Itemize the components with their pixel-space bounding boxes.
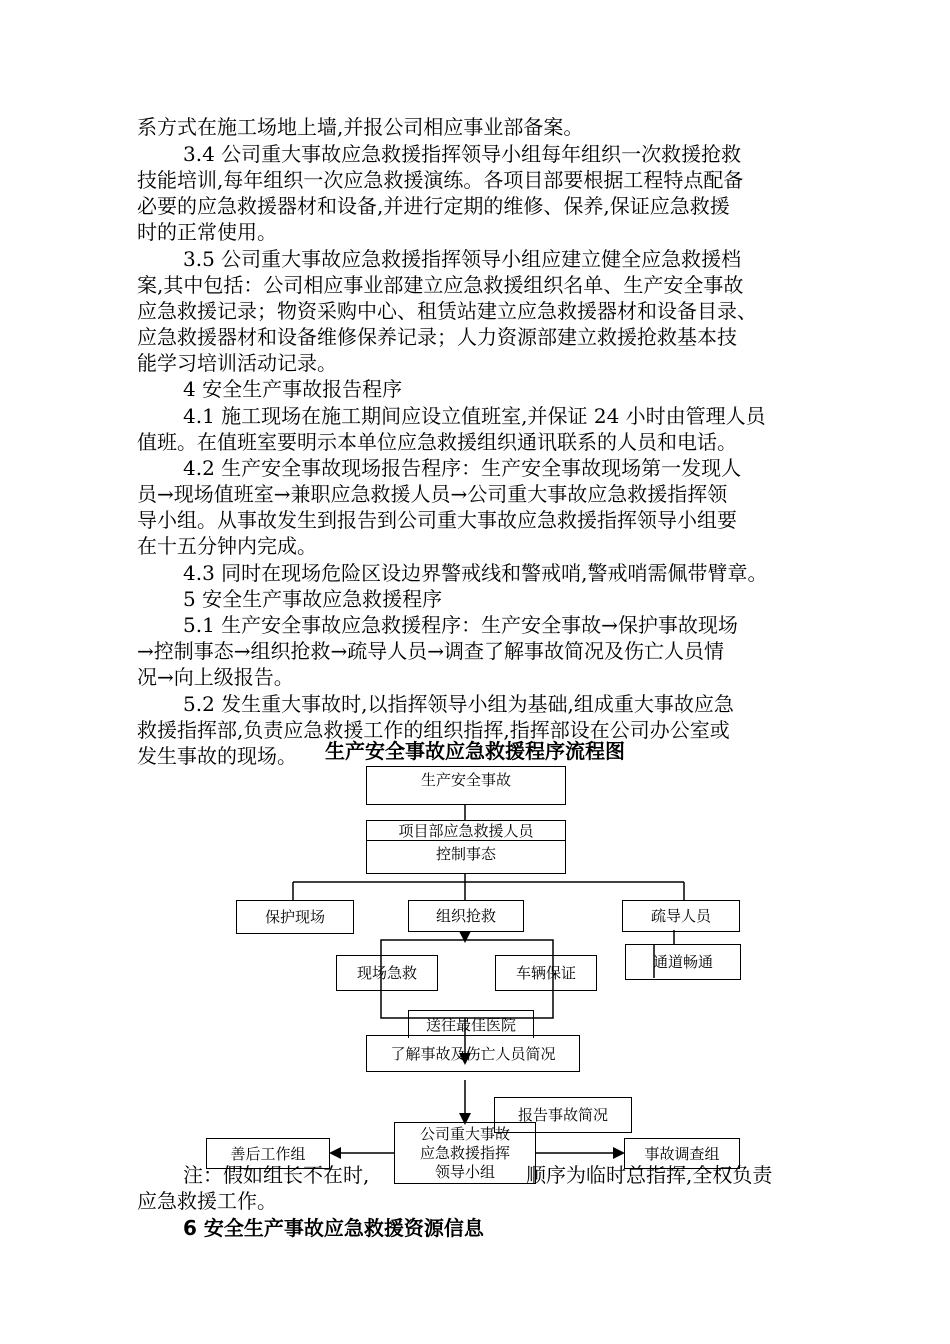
paragraph-line: 3.5 公司重大事故应急救援指挥领导小组应建立健全应急救援档 — [183, 247, 742, 271]
flow-box-vehicle: 车辆保证 — [495, 955, 597, 991]
paragraph-line: 在十五分钟内完成。 — [137, 534, 317, 558]
flowchart-title: 生产安全事故应急救援程序流程图 — [325, 739, 625, 763]
paragraph-line: 员→现场值班室→兼职应急救援人员→公司重大事故应急救援指挥领 — [137, 482, 728, 506]
flow-box-evacuate: 疏导人员 — [622, 900, 740, 932]
paragraph-line: 3.4 公司重大事故应急救援指挥领导小组每年组织一次救援抢救 — [183, 142, 742, 166]
paragraph-line: 发生事故的现场。 — [137, 744, 297, 768]
flow-box-report: 报告事故简况 — [494, 1097, 632, 1133]
paragraph-line: 5.2 发生重大事故时,以指挥领导小组为基础,组成重大事故应急 — [183, 692, 734, 716]
flow-box-rescue: 组织抢救 — [408, 900, 524, 932]
flow-box-control: 控制事态 — [366, 840, 566, 874]
flow-box-aftermath: 善后工作组 — [206, 1138, 330, 1169]
paragraph-line: 案,其中包括：公司相应事业部建立应急救援组织名单、生产安全事故 — [137, 273, 744, 297]
paragraph-line: 必要的应急救援器材和设备,并进行定期的维修、保养,保证应急救援 — [137, 194, 730, 218]
flow-box-project-staff: 项目部应急救援人员 — [366, 820, 566, 842]
paragraph-line: 导小组。从事故发生到报告到公司重大事故应急救援指挥领导小组要 — [137, 508, 737, 532]
note-line-part-a: 注：假如组长不在时, — [183, 1163, 370, 1187]
paragraph-line: 值班。在值班室要明示本单位应急救援组织通讯联系的人员和电话。 — [137, 430, 737, 454]
flow-box-protect: 保护现场 — [236, 900, 354, 934]
flow-box-passage: 通道畅通 — [625, 944, 741, 980]
paragraph-line: 时的正常使用。 — [137, 220, 277, 244]
note-line: 应急救援工作。 — [137, 1189, 277, 1213]
paragraph-line: 5.1 生产安全事故应急救援程序：生产安全事故→保护事故现场 — [183, 613, 738, 637]
paragraph-line: 应急救援记录；物资采购中心、租赁站建立应急救援器材和设备目录、 — [137, 299, 757, 323]
note-line-part-b: 顺序为临时总指挥,全权负责 — [526, 1163, 773, 1187]
paragraph-line: →控制事态→组织抢救→疏导人员→调查了解事故简况及伤亡人员情 — [137, 639, 725, 663]
paragraph-line: 救援指挥部,负责应急救援工作的组织指挥,指挥部设在公司办公室或 — [137, 718, 730, 742]
paragraph-line: 系方式在施工场地上墙,并报公司相应事业部备案。 — [137, 115, 584, 139]
flow-box-command: 公司重大事故应急救援指挥领导小组 — [394, 1122, 536, 1184]
paragraph-line: 技能培训,每年组织一次应急救援演练。各项目部要根据工程特点配备 — [137, 168, 744, 192]
section-heading-5: 5 安全生产事故应急救援程序 — [183, 587, 443, 611]
flow-box-accident: 生产安全事故 — [366, 766, 566, 805]
section-heading-6: 6 安全生产事故应急救援资源信息 — [183, 1216, 484, 1240]
paragraph-line: 4.3 同时在现场危险区设边界警戒线和警戒哨,警戒哨需佩带臂章。 — [183, 561, 768, 585]
section-heading-4: 4 安全生产事故报告程序 — [183, 377, 403, 401]
flow-box-hospital: 送往最佳医院 — [408, 1010, 534, 1038]
paragraph-line: 能学习培训活动记录。 — [137, 351, 337, 375]
paragraph-line: 应急救援器材和设备维修保养记录；人力资源部建立救援抢救基本技 — [137, 325, 737, 349]
flow-box-understand: 了解事故及伤亡人员简况 — [366, 1035, 580, 1072]
flow-box-onsite: 现场急救 — [336, 955, 438, 991]
flow-box-investigate: 事故调查组 — [624, 1138, 740, 1169]
paragraph-line: 况→向上级报告。 — [137, 665, 294, 689]
paragraph-line: 4.1 施工现场在施工期间应设立值班室,并保证 24 小时由管理人员 — [183, 404, 766, 428]
paragraph-line: 4.2 生产安全事故现场报告程序：生产安全事故现场第一发现人 — [183, 456, 742, 480]
